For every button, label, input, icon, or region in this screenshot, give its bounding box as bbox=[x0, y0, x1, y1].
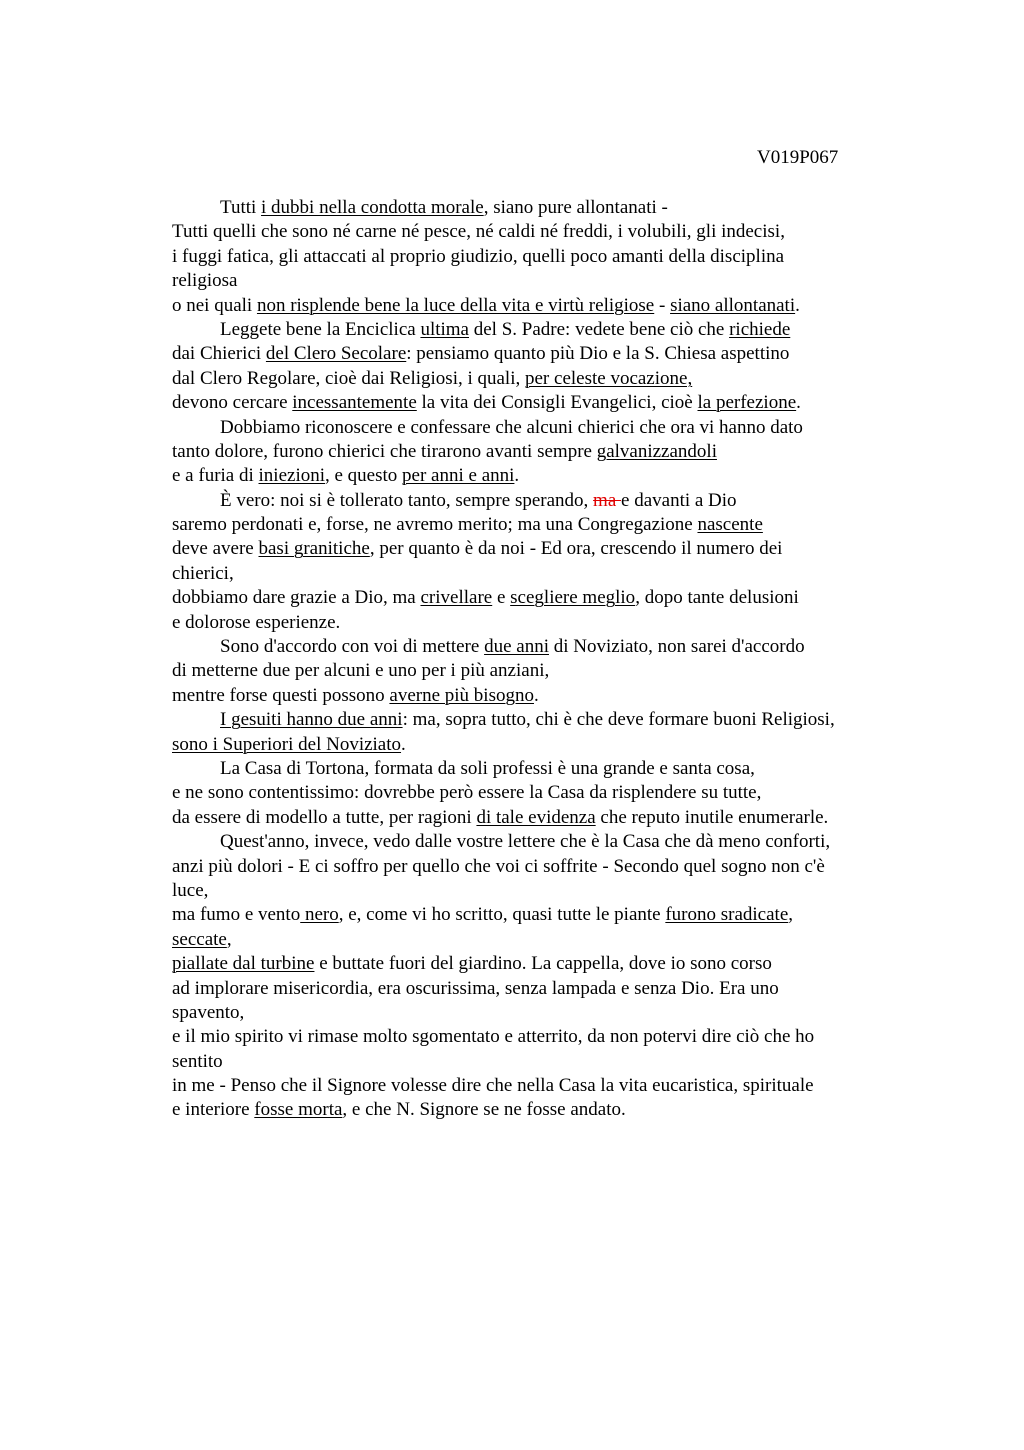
underlined-text: scegliere meglio bbox=[510, 587, 636, 609]
text-segment: , bbox=[226, 928, 232, 950]
text-segment: - bbox=[654, 294, 671, 316]
text-line bbox=[172, 855, 902, 879]
text-line bbox=[172, 903, 902, 927]
text-line bbox=[172, 977, 902, 1001]
underlined-text: nascente bbox=[697, 514, 763, 536]
text-segment: La Casa di Tortona, formata da soli professi è una grande e santa cosa, bbox=[220, 757, 755, 779]
text-segment: ma fumo e vento bbox=[172, 904, 301, 926]
text-segment: Quest'anno, invece, vedo dalle vostre lettere che è la Casa che dà meno conforti, bbox=[220, 831, 831, 853]
text-segment: dobbiamo dare grazie a Dio, ma bbox=[172, 587, 421, 609]
text-line bbox=[172, 416, 902, 440]
underlined-text: nero bbox=[300, 904, 339, 926]
text-line bbox=[172, 220, 902, 244]
underlined-text: richiede bbox=[729, 318, 791, 340]
text-line bbox=[172, 342, 902, 366]
text-line bbox=[172, 928, 902, 952]
text-segment: chierici, bbox=[172, 562, 234, 584]
text-segment: mentre forse questi possono bbox=[172, 684, 390, 706]
underlined-text: la perfezione bbox=[697, 392, 797, 414]
text-segment: e buttate fuori del giardino. La cappella, dove io sono corso bbox=[314, 953, 772, 975]
underlined-text: crivellare bbox=[420, 587, 493, 609]
text-line bbox=[172, 562, 902, 586]
text-line bbox=[172, 611, 902, 635]
text-line bbox=[172, 367, 902, 391]
text-segment: dai Chierici bbox=[172, 343, 266, 365]
text-line bbox=[172, 806, 902, 830]
text-segment: Sono d'accordo con voi di mettere bbox=[220, 636, 485, 658]
text-segment: . bbox=[533, 684, 539, 706]
underlined-text: seccate bbox=[172, 928, 227, 950]
text-line bbox=[172, 391, 902, 415]
text-segment: . bbox=[514, 465, 520, 487]
underlined-text: iniezioni bbox=[258, 465, 325, 487]
text-segment: e bbox=[492, 587, 511, 609]
text-line bbox=[172, 1025, 902, 1049]
underlined-text: basi granitiche bbox=[258, 538, 370, 560]
underlined-text: sono i Superiori del Noviziato bbox=[172, 733, 402, 755]
text-segment: , per quanto è da noi - Ed ora, crescendo il numero dei bbox=[369, 538, 783, 560]
page-id: V019P067 bbox=[757, 147, 839, 168]
underlined-text: non risplende bene la luce della vita e virtù religiose bbox=[256, 294, 655, 316]
text-line bbox=[172, 318, 902, 342]
text-line bbox=[172, 879, 902, 903]
underlined-text: per celeste vocazione, bbox=[525, 367, 693, 389]
text-segment: spavento, bbox=[172, 1001, 245, 1023]
text-segment: sentito bbox=[172, 1050, 223, 1072]
text-line bbox=[172, 537, 902, 561]
text-segment: e a furia di bbox=[172, 465, 259, 487]
text-line bbox=[172, 1050, 902, 1074]
text-segment: . bbox=[795, 294, 800, 316]
text-line bbox=[172, 489, 902, 513]
underlined-text: furono sradicate bbox=[665, 904, 789, 926]
text-segment: : ma, sopra tutto, chi è che deve formare buoni Religiosi, bbox=[402, 709, 835, 731]
text-line bbox=[172, 586, 902, 610]
text-segment: . bbox=[401, 733, 406, 755]
text-segment: e dolorose esperienze. bbox=[172, 611, 341, 633]
text-segment: saremo perdonati e, forse, ne avremo merito; ma una Congregazione bbox=[172, 514, 698, 536]
text-segment: , e, come vi ho scritto, quasi tutte le piante bbox=[338, 904, 666, 926]
text-segment: . bbox=[796, 392, 801, 414]
text-line bbox=[172, 245, 902, 269]
text-segment: luce, bbox=[172, 879, 209, 901]
text-line bbox=[172, 196, 902, 220]
text-line bbox=[172, 733, 902, 757]
text-segment: ad implorare misericordia, era oscurissima, senza lampada e senza Dio. Era uno bbox=[172, 977, 779, 999]
text-line bbox=[172, 1001, 902, 1025]
underlined-text: del Clero Secolare bbox=[265, 343, 407, 365]
text-line bbox=[172, 952, 902, 976]
text-line bbox=[172, 830, 902, 854]
underlined-text: incessantemente bbox=[292, 392, 417, 414]
text-segment: religiosa bbox=[172, 270, 238, 292]
text-segment: che reputo inutile enumerarle. bbox=[595, 806, 829, 828]
text-segment: , e questo bbox=[325, 465, 403, 487]
text-segment: e il mio spirito vi rimase molto sgomentato e atterrito, da non potervi dire ciò che ho bbox=[172, 1026, 815, 1048]
text-segment: in me - Penso che il Signore volesse dire che nella Casa la vita eucaristica, spirituale bbox=[172, 1075, 814, 1097]
text-segment: , bbox=[788, 904, 794, 926]
text-segment: devono cercare bbox=[172, 392, 293, 414]
text-segment: e davanti a Dio bbox=[621, 489, 737, 511]
text-line bbox=[172, 269, 902, 293]
underlined-text: siano allontanati bbox=[670, 294, 796, 316]
text-segment: È vero: noi si è tollerato tanto, sempre sperando, bbox=[220, 489, 594, 511]
underlined-text: piallate dal turbine bbox=[172, 953, 315, 975]
text-segment: , e che N. Signore se ne fosse andato. bbox=[342, 1099, 626, 1121]
text-line bbox=[172, 294, 902, 318]
text-segment: Dobbiamo riconoscere e confessare che alcuni chierici che ora vi hanno dato bbox=[220, 416, 803, 438]
text-segment: dal Clero Regolare, cioè dai Religiosi, i quali, bbox=[172, 367, 525, 389]
text-segment: i fuggi fatica, gli attaccati al proprio giudizio, quelli poco amanti della disciplina bbox=[172, 245, 785, 267]
underlined-text: galvanizzandoli bbox=[596, 440, 717, 462]
text-line bbox=[172, 708, 902, 732]
struck-text: ma bbox=[593, 489, 622, 511]
underlined-text: I gesuiti hanno due anni bbox=[220, 709, 403, 731]
text-line bbox=[172, 1098, 902, 1122]
text-segment: da essere di modello a tutte, per ragioni bbox=[172, 806, 477, 828]
underlined-text: fosse morta bbox=[254, 1099, 343, 1121]
text-segment: di Noviziato, non sarei d'accordo bbox=[548, 636, 805, 658]
text-line bbox=[172, 659, 902, 683]
text-segment: Tutti quelli che sono né carne né pesce, né caldi né freddi, i volubili, gli indecisi, bbox=[172, 221, 785, 243]
text-segment: e interiore bbox=[172, 1099, 255, 1121]
text-line bbox=[172, 440, 902, 464]
text-segment: deve avere bbox=[172, 538, 259, 560]
text-line bbox=[172, 513, 902, 537]
text-segment: anzi più dolori - E ci soffro per quello che voi ci soffrite - Secondo quel sogno non c'è bbox=[172, 855, 825, 877]
text-segment: la vita dei Consigli Evangelici, cioè bbox=[416, 392, 698, 414]
text-segment: Tutti bbox=[220, 197, 262, 218]
letter-body bbox=[172, 196, 902, 1123]
underlined-text: i dubbi nella condotta morale bbox=[261, 197, 484, 218]
text-line bbox=[172, 1074, 902, 1098]
text-segment: Leggete bene la Enciclica bbox=[220, 318, 421, 340]
underlined-text: di tale evidenza bbox=[476, 806, 596, 828]
text-segment: e ne sono contentissimo: dovrebbe però essere la Casa da risplendere su tutte, bbox=[172, 782, 762, 804]
text-line bbox=[172, 757, 902, 781]
text-segment: : pensiamo quanto più Dio e la S. Chiesa aspettino bbox=[406, 343, 790, 365]
underlined-text: due anni bbox=[484, 636, 549, 658]
text-segment: del S. Padre: vedete bene ciò che bbox=[469, 318, 730, 340]
underlined-text: ultima bbox=[420, 318, 469, 340]
text-segment: di metterne due per alcuni e uno per i più anziani, bbox=[172, 660, 550, 682]
text-line bbox=[172, 635, 902, 659]
text-segment: , siano pure allontanati - bbox=[483, 197, 668, 218]
underlined-text: averne più bisogno bbox=[389, 684, 534, 706]
text-line bbox=[172, 781, 902, 805]
text-line bbox=[172, 464, 902, 488]
text-line bbox=[172, 684, 902, 708]
text-segment: , dopo tante delusioni bbox=[635, 587, 799, 609]
text-segment: tanto dolore, furono chierici che tirarono avanti sempre bbox=[172, 440, 597, 462]
underlined-text: per anni e anni bbox=[402, 465, 515, 487]
text-segment: o nei quali bbox=[172, 294, 257, 316]
